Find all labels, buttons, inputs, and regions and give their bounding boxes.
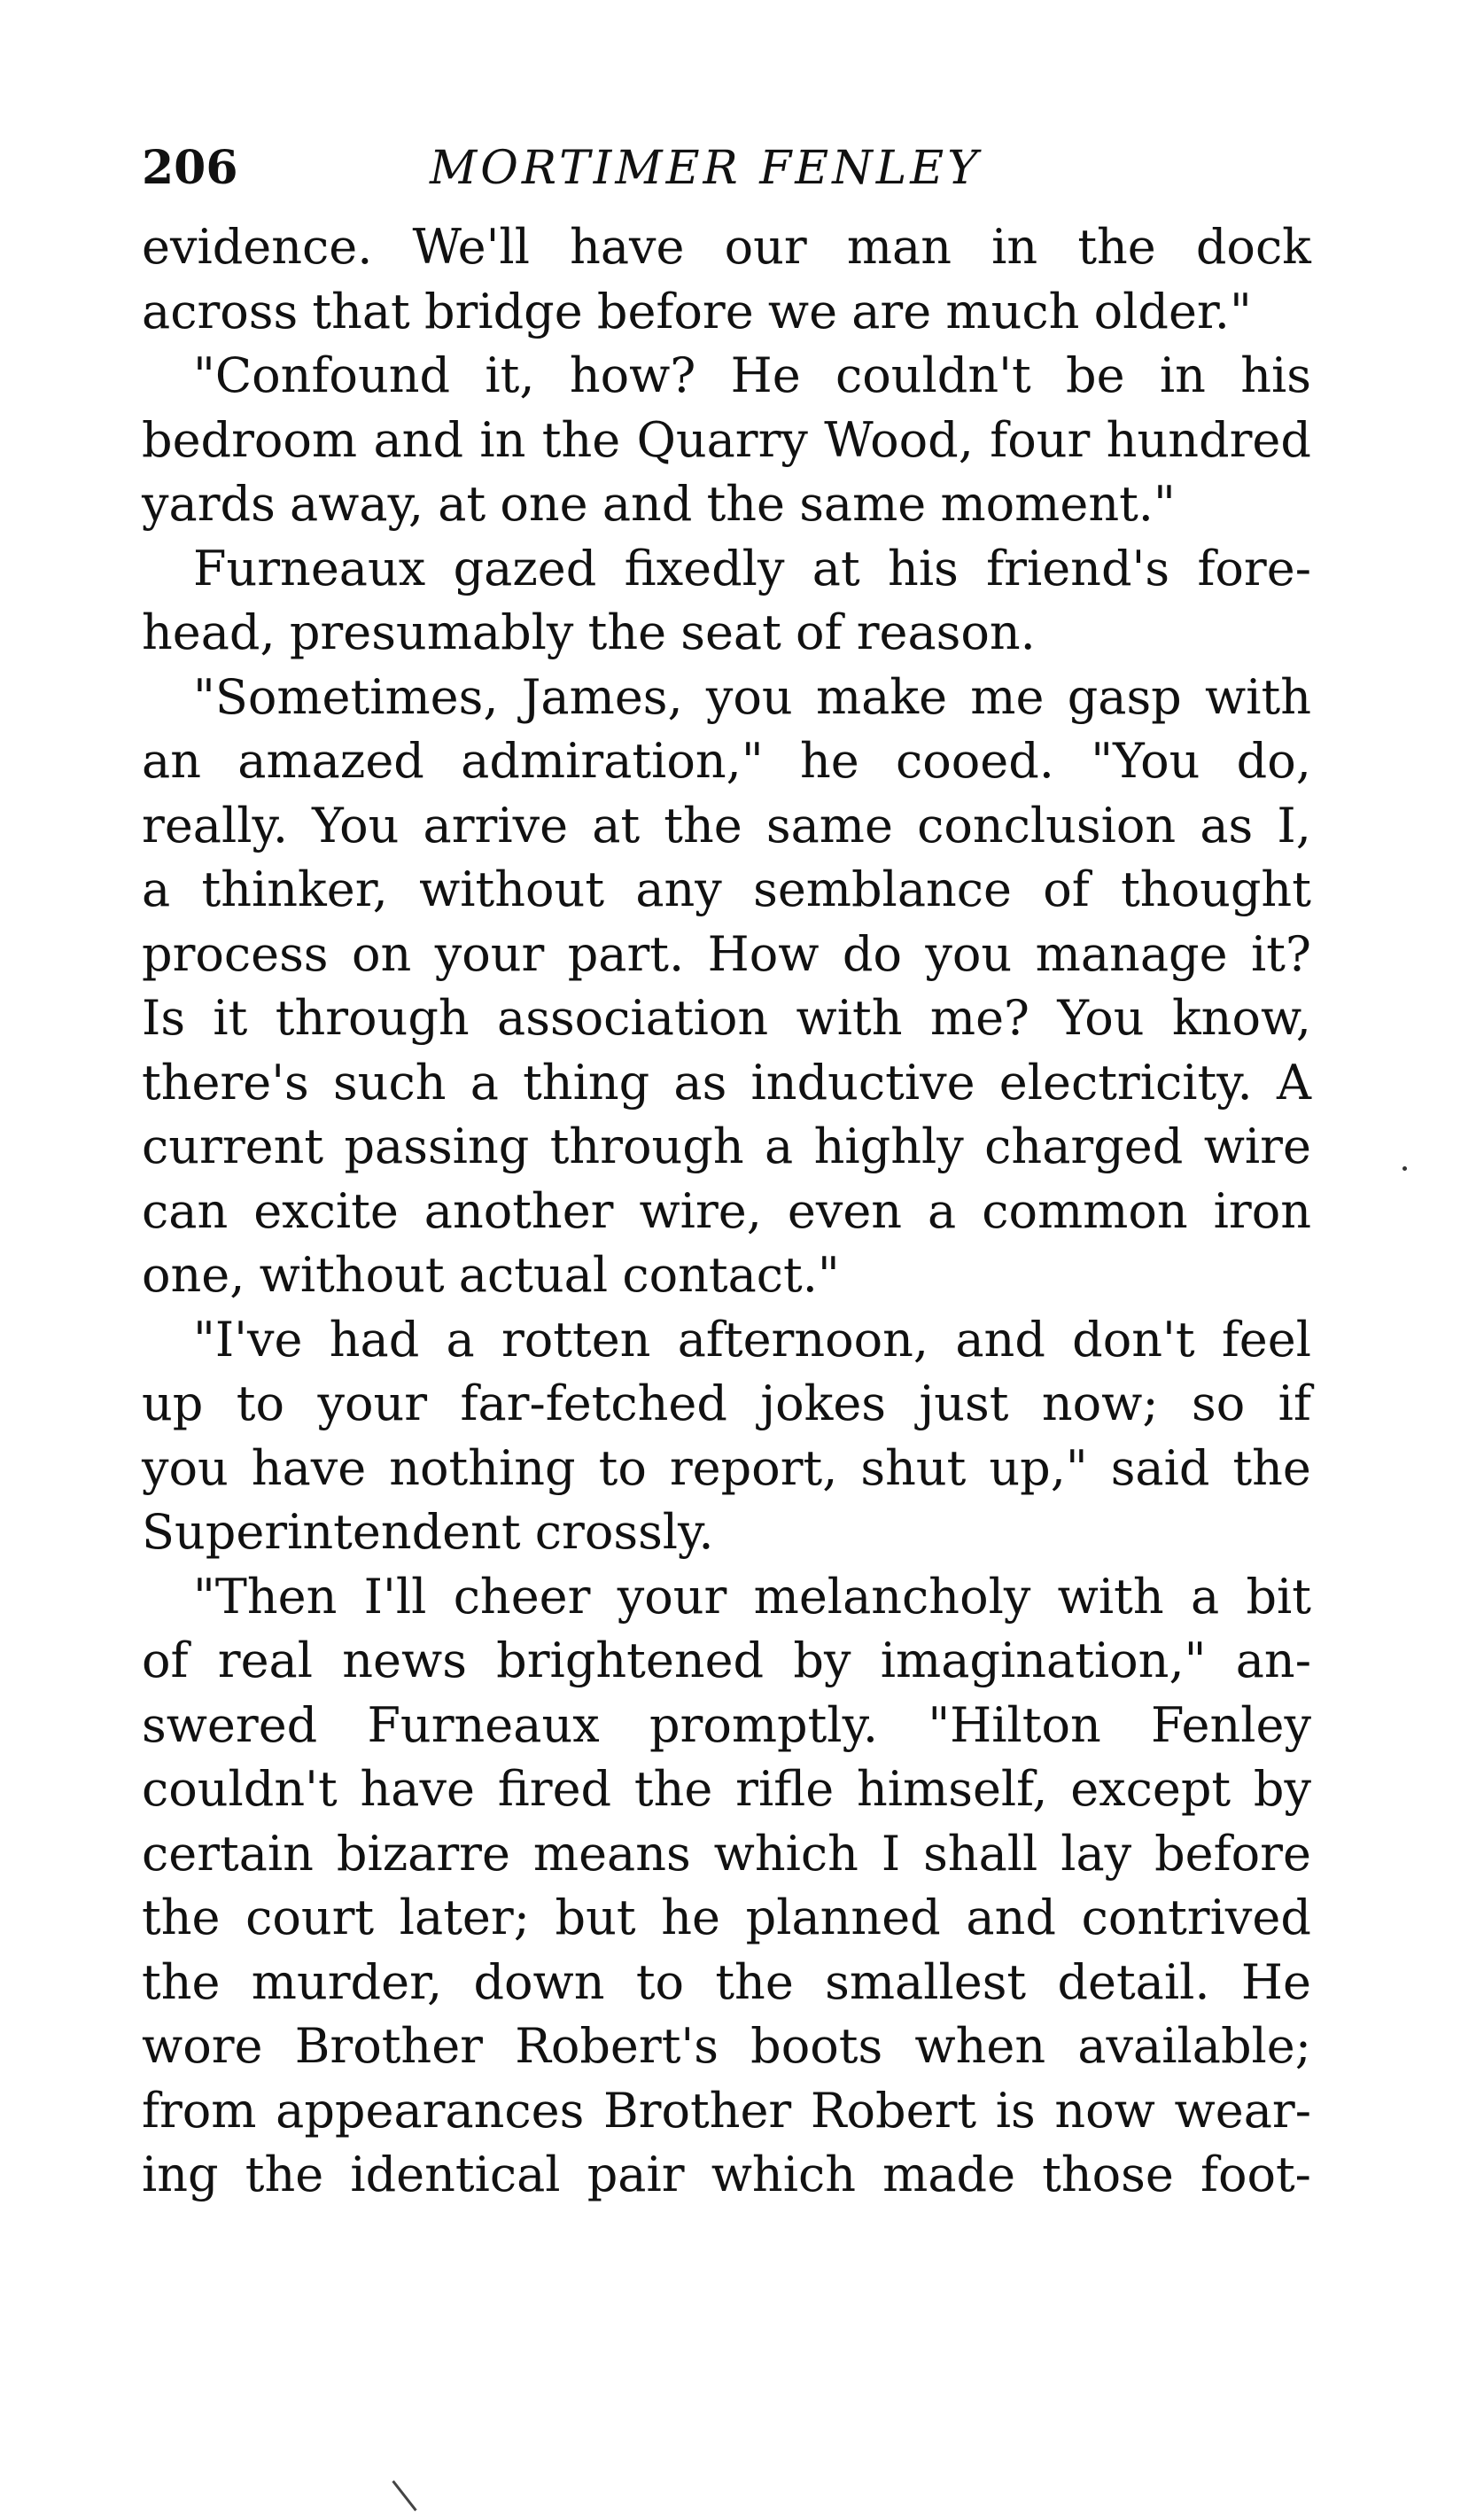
word: be: [1066, 347, 1125, 403]
word: I,: [1277, 797, 1311, 853]
word: much: [945, 283, 1080, 339]
word: wear-: [1174, 2082, 1311, 2139]
word: thing: [523, 1054, 650, 1110]
word: James,: [521, 668, 683, 725]
word: feel: [1221, 1311, 1311, 1368]
word: iron: [1213, 1182, 1311, 1239]
word: yards: [142, 476, 276, 532]
word: make: [815, 668, 948, 725]
word: association: [497, 990, 769, 1046]
text-line: [142, 537, 1311, 602]
word: same: [799, 476, 927, 532]
word: as: [1200, 797, 1254, 853]
word: fixedly: [624, 540, 785, 596]
word: friend's: [986, 540, 1170, 596]
word: You: [1057, 990, 1145, 1046]
word: up: [142, 1375, 204, 1431]
word: are: [851, 283, 932, 339]
word: when: [914, 2018, 1046, 2074]
text-line: [142, 2014, 1311, 2079]
word: promptly.: [649, 1696, 879, 1753]
word: Superintendent: [142, 1504, 521, 1560]
word: to: [635, 1953, 685, 2010]
word: of: [142, 1633, 189, 1688]
word: inductive: [750, 1054, 975, 1110]
word: down: [473, 1953, 605, 2010]
word: said: [1110, 1439, 1210, 1496]
word: on: [351, 925, 412, 982]
word: I'll: [363, 1568, 427, 1625]
word: identical: [350, 2147, 561, 2202]
word: Furneaux: [367, 1696, 600, 1753]
word: and: [966, 1890, 1056, 1945]
word: detail.: [1057, 1953, 1210, 2010]
word: He: [1240, 1953, 1311, 2010]
word: at: [812, 540, 860, 596]
word: I: [881, 1825, 901, 1882]
word: He: [730, 347, 801, 403]
word: dock: [1195, 219, 1311, 275]
word: available;: [1077, 2018, 1311, 2074]
word: our: [724, 219, 807, 275]
text-line: [142, 215, 1311, 280]
word: there's: [142, 1054, 309, 1110]
word: the: [142, 1953, 221, 2010]
word: thinker,: [201, 861, 388, 917]
word: so: [1192, 1375, 1246, 1431]
word: older.": [1093, 283, 1252, 339]
word: jokes: [760, 1375, 887, 1431]
word: means: [532, 1825, 691, 1882]
text-line: [142, 344, 1311, 409]
text-line: [142, 1629, 1311, 1694]
text-line: [142, 1115, 1311, 1180]
word: fired: [497, 1761, 612, 1817]
word: "Confound: [193, 347, 451, 403]
word: now: [1054, 2082, 1155, 2139]
word: wire: [1203, 1118, 1311, 1174]
word: thought: [1121, 861, 1311, 917]
text-line: [142, 666, 1311, 730]
word: now;: [1041, 1375, 1159, 1431]
word: couldn't: [142, 1761, 338, 1817]
word: crossly.: [534, 1504, 714, 1560]
text-line: [142, 1757, 1311, 1822]
word: he: [661, 1890, 720, 1945]
text-line: [142, 1051, 1311, 1116]
word: bridge: [423, 283, 583, 339]
word: A: [1276, 1054, 1311, 1110]
word: Brother: [294, 2018, 483, 2074]
stray-pen-mark: [392, 2481, 416, 2512]
word: up,": [989, 1439, 1088, 1496]
text-line: [142, 729, 1311, 794]
word: you: [705, 668, 793, 725]
word: part.: [567, 925, 685, 982]
word: Furneaux: [193, 540, 426, 596]
text-line: [142, 472, 1311, 537]
word: Wood,: [824, 411, 974, 468]
word: another: [423, 1182, 614, 1239]
word: through: [549, 1118, 744, 1174]
word: ing: [142, 2147, 219, 2202]
word: an-: [1235, 1633, 1311, 1688]
word: without: [259, 1247, 445, 1303]
body-text: [142, 215, 1311, 2208]
text-line: [142, 794, 1311, 859]
word: the: [664, 797, 742, 853]
word: himself,: [856, 1761, 1048, 1817]
word: in: [479, 411, 526, 468]
word: cheer: [453, 1568, 591, 1625]
word: by: [793, 1633, 851, 1688]
word: amazed: [237, 733, 424, 789]
word: such: [332, 1054, 447, 1110]
word: Fenley: [1151, 1696, 1311, 1753]
word: shut: [860, 1439, 967, 1496]
word: any: [635, 861, 722, 917]
word: highly: [813, 1118, 964, 1174]
word: that: [312, 283, 410, 339]
word: reason.: [856, 604, 1036, 660]
word: as: [673, 1054, 727, 1110]
word: bit: [1246, 1568, 1311, 1625]
word: same: [765, 797, 893, 853]
text-line: [142, 280, 1311, 345]
word: before: [1154, 1825, 1311, 1882]
text-line: [142, 601, 1311, 666]
text-line: [142, 1951, 1311, 2015]
text-line: [142, 1308, 1311, 1373]
word: the: [587, 604, 667, 660]
word: Robert's: [515, 2018, 719, 2074]
word: common: [982, 1182, 1188, 1239]
word: head,: [142, 604, 276, 660]
word: You: [312, 797, 400, 853]
word: which: [713, 1825, 859, 1882]
word: made: [882, 2147, 1016, 2202]
word: shall: [923, 1825, 1038, 1882]
word: Is: [142, 990, 186, 1046]
word: your: [317, 1375, 428, 1431]
word: moment.": [940, 476, 1176, 532]
word: fore-: [1197, 540, 1311, 596]
word: the: [706, 476, 785, 532]
word: by: [1253, 1761, 1311, 1817]
word: Quarry: [636, 411, 808, 468]
word: wore: [142, 2018, 263, 2074]
word: passing: [344, 1118, 530, 1174]
word: with: [796, 990, 903, 1046]
word: far-fetched: [460, 1375, 727, 1431]
word: without: [419, 861, 605, 917]
word: Brother: [602, 2082, 792, 2139]
word: it: [213, 990, 248, 1046]
word: lay: [1061, 1825, 1132, 1882]
text-line: [142, 858, 1311, 923]
word: really.: [142, 797, 289, 853]
word: of: [1043, 861, 1090, 917]
word: how?: [569, 347, 696, 403]
word: the: [541, 411, 621, 468]
word: have: [570, 219, 685, 275]
word: bizarre: [336, 1825, 510, 1882]
word: seat: [680, 604, 781, 660]
word: actual: [458, 1247, 609, 1303]
text-line: [142, 1694, 1311, 1758]
word: "I've: [193, 1311, 303, 1368]
word: appearances: [276, 2082, 585, 2139]
text-line: [142, 2143, 1311, 2208]
word: is: [995, 2082, 1036, 2139]
word: murder,: [251, 1953, 443, 2010]
word: conclusion: [917, 797, 1177, 853]
word: you: [925, 925, 1013, 982]
word: planned: [745, 1890, 941, 1945]
word: imagination,": [880, 1633, 1207, 1688]
text-line: [142, 1243, 1311, 1308]
word: "Hilton: [928, 1696, 1101, 1753]
word: the: [245, 2147, 324, 2202]
word: gasp: [1067, 668, 1182, 725]
word: man: [846, 219, 952, 275]
word: had: [329, 1311, 420, 1368]
word: an: [142, 733, 201, 789]
word: a: [142, 861, 171, 917]
word: gazed: [453, 540, 597, 596]
word: smallest: [825, 1953, 1027, 2010]
word: afternoon,: [677, 1311, 929, 1368]
word: at: [592, 797, 641, 853]
word: melancholy: [753, 1568, 1031, 1625]
word: know,: [1171, 990, 1311, 1046]
word: your: [617, 1568, 727, 1625]
word: "Then: [193, 1568, 338, 1625]
word: couldn't: [835, 347, 1031, 403]
print-speck: [1402, 1166, 1407, 1171]
word: and: [373, 411, 464, 468]
word: admiration,": [461, 733, 764, 789]
word: a: [470, 1054, 499, 1110]
text-line: [142, 1886, 1311, 1951]
word: presumably: [289, 604, 574, 660]
word: boots: [750, 2018, 883, 2074]
word: but: [555, 1890, 636, 1945]
word: do: [842, 925, 902, 982]
word: swered: [142, 1696, 318, 1753]
word: evidence.: [142, 219, 373, 275]
word: it?: [1250, 925, 1311, 982]
word: can: [142, 1182, 229, 1239]
word: the: [1232, 1439, 1311, 1496]
word: the: [715, 1953, 794, 2010]
word: with: [1057, 1568, 1164, 1625]
word: away,: [289, 476, 424, 532]
word: the: [633, 1761, 713, 1817]
word: one: [500, 476, 588, 532]
word: charged: [984, 1118, 1184, 1174]
word: manage: [1035, 925, 1228, 982]
word: a: [928, 1182, 957, 1239]
word: the: [142, 1890, 221, 1945]
word: contrived: [1081, 1890, 1311, 1945]
word: you: [142, 1439, 229, 1496]
word: your: [434, 925, 545, 982]
word: brightened: [496, 1633, 765, 1688]
word: across: [142, 283, 299, 339]
word: wire,: [639, 1182, 762, 1239]
word: How: [707, 925, 820, 982]
word: his: [1240, 347, 1311, 403]
word: have: [360, 1761, 475, 1817]
word: a: [1190, 1568, 1220, 1625]
word: rotten: [501, 1311, 651, 1368]
word: contact.": [622, 1247, 840, 1303]
word: those: [1042, 2147, 1174, 2202]
word: he: [799, 733, 859, 789]
word: report,: [669, 1439, 838, 1496]
running-head: [142, 133, 1329, 204]
text-line: [142, 409, 1311, 473]
word: cooed.: [896, 733, 1054, 789]
word: rifle: [735, 1761, 835, 1817]
word: "You: [1091, 733, 1200, 789]
text-line: [142, 1500, 1311, 1565]
word: have: [251, 1439, 367, 1496]
word: do,: [1236, 733, 1311, 789]
word: court: [245, 1890, 375, 1945]
word: bedroom: [142, 411, 358, 468]
word: in: [991, 219, 1038, 275]
word: in: [1159, 347, 1206, 403]
text-line: [142, 1822, 1311, 1887]
word: four: [990, 411, 1091, 468]
word: one,: [142, 1247, 245, 1303]
word: foot-: [1200, 2147, 1311, 2202]
word: we: [767, 283, 838, 339]
word: before: [596, 283, 754, 339]
word: except: [1070, 1761, 1231, 1817]
word: a: [446, 1311, 475, 1368]
word: We'll: [412, 219, 530, 275]
word: me?: [929, 990, 1029, 1046]
word: certain: [142, 1825, 314, 1882]
word: if: [1278, 1375, 1311, 1431]
word: don't: [1072, 1311, 1195, 1368]
running-title: MORTIMER FENLEY: [430, 142, 982, 195]
word: even: [787, 1182, 903, 1239]
word: and: [955, 1311, 1045, 1368]
word: his: [888, 540, 959, 596]
word: it,: [485, 347, 535, 403]
word: "Sometimes,: [193, 668, 499, 725]
word: to: [598, 1439, 647, 1496]
word: Robert: [810, 2082, 977, 2139]
word: real: [217, 1633, 313, 1688]
word: which: [711, 2147, 856, 2202]
word: arrive: [423, 797, 569, 853]
word: hundred: [1106, 411, 1311, 468]
word: just: [919, 1375, 1009, 1431]
word: and: [602, 476, 693, 532]
text-line: [142, 2079, 1311, 2144]
page-number: 206: [142, 141, 238, 195]
word: pair: [587, 2147, 685, 2202]
word: to: [236, 1375, 285, 1431]
word: later;: [399, 1890, 530, 1945]
text-line: [142, 923, 1311, 987]
word: process: [142, 925, 329, 982]
word: nothing: [389, 1439, 576, 1496]
text-line: [142, 1372, 1311, 1437]
word: with: [1205, 668, 1311, 725]
word: news: [342, 1633, 467, 1688]
word: semblance: [753, 861, 1012, 917]
word: electricity.: [998, 1054, 1253, 1110]
word: of: [796, 604, 843, 660]
word: from: [142, 2082, 257, 2139]
text-line: [142, 986, 1311, 1051]
word: current: [142, 1118, 324, 1174]
text-line: [142, 1565, 1311, 1630]
word: through: [275, 990, 470, 1046]
word: excite: [253, 1182, 399, 1239]
word: at: [438, 476, 486, 532]
word: the: [1077, 219, 1156, 275]
text-line: [142, 1437, 1311, 1501]
word: me: [970, 668, 1045, 725]
text-line: [142, 1180, 1311, 1244]
word: a: [765, 1118, 794, 1174]
